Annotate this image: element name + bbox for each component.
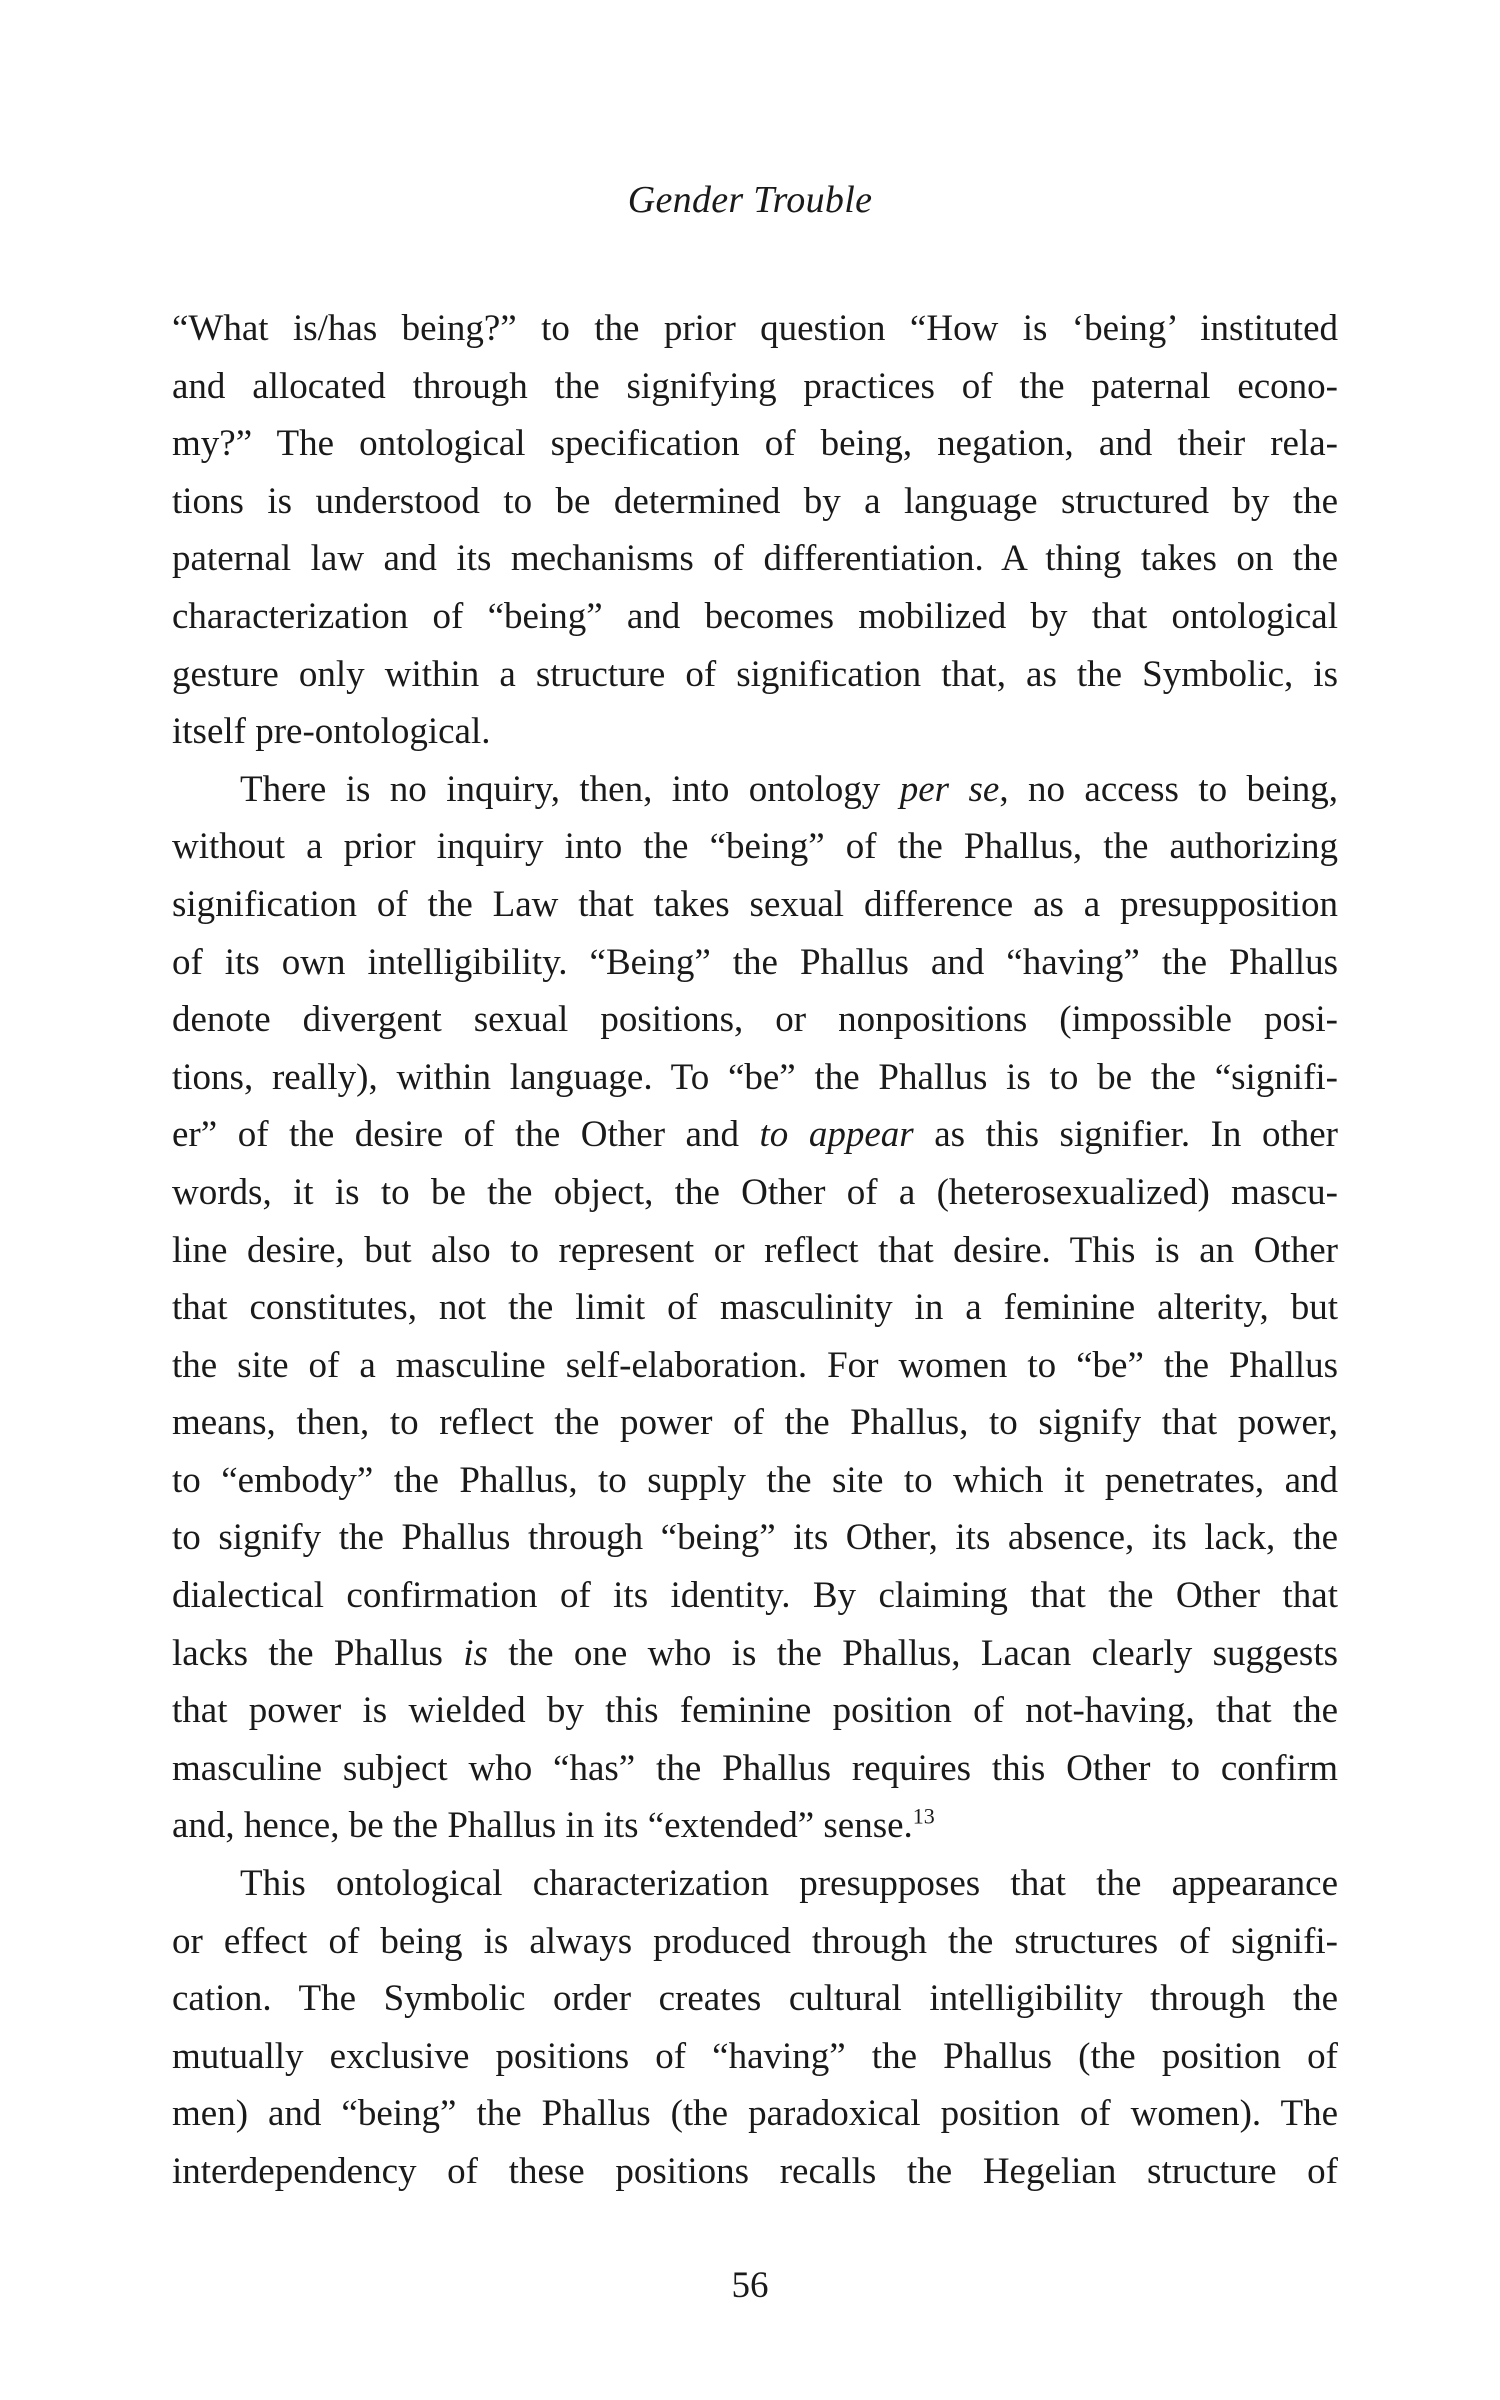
- text-line: without a prior inquiry into the “being” of the Phallus, the authorizing: [172, 826, 1338, 868]
- text-line: This ontological characterization presupposes that the appearance: [240, 1863, 1338, 1905]
- text-line-with-italic: [172, 1106, 1338, 1164]
- page-number: 56: [731, 2265, 769, 2306]
- text-line: cation. The Symbolic order creates cultural intelligibility through the: [172, 1978, 1338, 2020]
- text-line: characterization of “being” and becomes mobilized by that ontological: [172, 595, 1338, 637]
- text-line-with-italic: [172, 761, 1338, 819]
- italic-phrase: per se: [899, 768, 1000, 810]
- text-line: tions, really), within language. To “be” the Phallus is to be the “signifi-: [172, 1056, 1338, 1098]
- text-line: signification of the Law that takes sexual difference as a presupposition: [172, 883, 1338, 925]
- text-line: or effect of being is always produced through the structures of signifi-: [172, 1920, 1338, 1962]
- text-line: dialectical confirmation of its identity. By claiming that the Other that: [172, 1575, 1338, 1617]
- text-line: my?” The ontological specification of being, negation, and their rela-: [172, 423, 1338, 465]
- line-text: the one who is the Phallus, Lacan clearly suggests: [487, 1632, 1339, 1674]
- text-line: the site of a masculine self-elaboration. For women to “be” the Phallus: [172, 1344, 1338, 1386]
- text-line: of its own intelligibility. “Being” the Phallus and “having” the Phallus: [172, 941, 1338, 983]
- text-line-with-italic: [172, 1625, 1338, 1683]
- line-text: , no access to being,: [999, 768, 1338, 810]
- text-line: tions is understood to be determined by a language structured by the: [172, 480, 1338, 522]
- text-line: that power is wielded by this feminine position of not-having, that the: [172, 1690, 1338, 1732]
- text-line: itself pre-ontological.: [172, 711, 491, 753]
- line-text: er” of the desire of the Other and: [172, 1114, 760, 1156]
- line-text: and, hence, be the Phallus in its “extended” sense.: [172, 1805, 913, 1847]
- text-line: gesture only within a structure of signification that, as the Symbolic, is: [172, 653, 1338, 695]
- italic-phrase: to appear: [759, 1114, 914, 1156]
- text-line: and allocated through the signifying practices of the paternal econo-: [172, 365, 1338, 407]
- italic-phrase: is: [463, 1632, 488, 1674]
- text-line: men) and “being” the Phallus (the paradoxical position of women). The: [172, 2093, 1338, 2135]
- text-line: words, it is to be the object, the Other of a (heterosexualized) mascu-: [172, 1171, 1338, 1213]
- body-text: [172, 300, 1338, 2201]
- text-line: denote divergent sexual positions, or nonpositions (impossible posi-: [172, 999, 1338, 1041]
- line-text: lacks the Phallus: [172, 1632, 464, 1674]
- running-head: Gender Trouble: [627, 179, 873, 221]
- line-text: as this signifier. In other: [913, 1114, 1338, 1156]
- text-line: masculine subject who “has” the Phallus requires this Other to confirm: [172, 1747, 1338, 1789]
- text-line-with-footnote: [172, 1797, 1338, 1855]
- text-line: line desire, but also to represent or reflect that desire. This is an Other: [172, 1229, 1338, 1271]
- footnote-marker[interactable]: 13: [912, 1804, 935, 1830]
- text-line: “What is/has being?” to the prior question “How is ‘being’ instituted: [172, 308, 1338, 349]
- text-line: to “embody” the Phallus, to supply the site to which it penetrates, and: [172, 1459, 1338, 1501]
- text-line: paternal law and its mechanisms of differentiation. A thing takes on the: [172, 538, 1338, 580]
- text-line: that constitutes, not the limit of masculinity in a feminine alterity, but: [172, 1287, 1338, 1329]
- text-line: to signify the Phallus through “being” its Other, its absence, its lack, the: [172, 1517, 1338, 1559]
- line-text: There is no inquiry, then, into ontology: [240, 768, 900, 810]
- text-line: interdependency of these positions recalls the Hegelian structure of: [172, 2151, 1338, 2192]
- text-line: mutually exclusive positions of “having” the Phallus (the position of: [172, 2035, 1338, 2077]
- text-line: means, then, to reflect the power of the Phallus, to signify that power,: [172, 1402, 1338, 1444]
